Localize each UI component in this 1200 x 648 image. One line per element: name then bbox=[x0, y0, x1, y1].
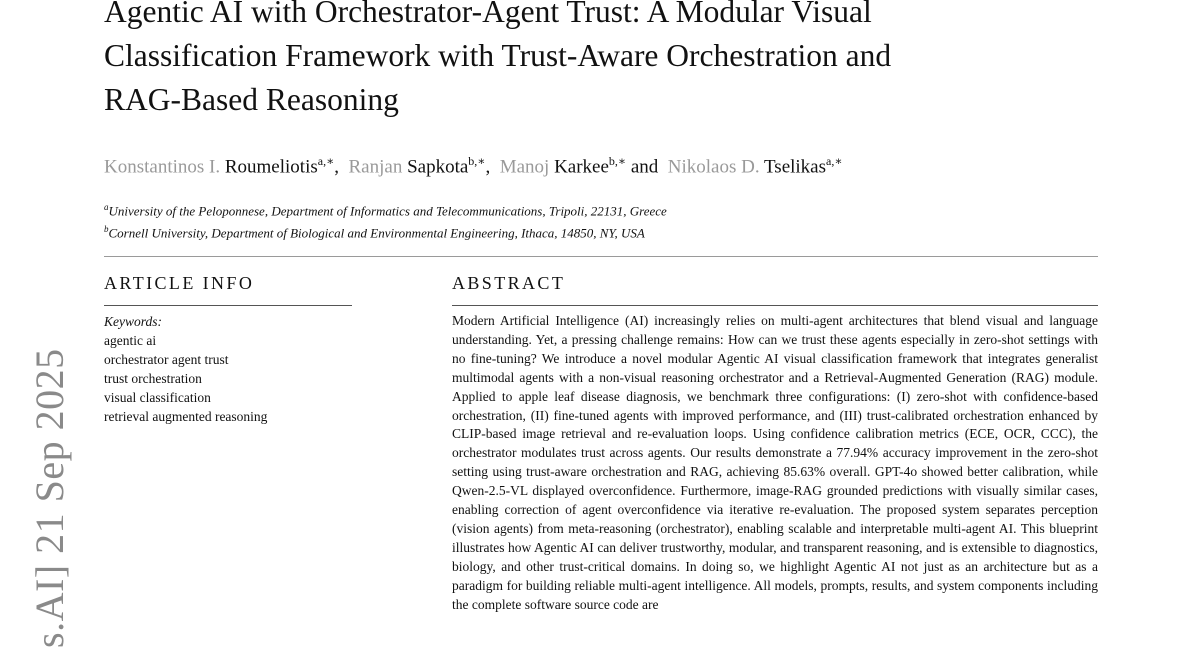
title-line: Classification Framework with Trust-Aware Orchestration and bbox=[104, 38, 892, 73]
author-given-name: Nikolaos D. bbox=[667, 156, 760, 178]
title-line: Agentic AI with Orchestrator-Agent Trust: A Modular Visual bbox=[104, 0, 872, 29]
author-separator: , bbox=[334, 156, 339, 178]
title-line: RAG-Based Reasoning bbox=[104, 82, 399, 117]
keywords-label: Keywords: bbox=[104, 314, 162, 329]
keywords-block bbox=[104, 312, 352, 426]
abstract-rule bbox=[452, 305, 1098, 306]
article-info-heading: ARTICLE INFO bbox=[104, 273, 255, 293]
affiliation-text: University of the Peloponnese, Department of Informatics and Telecommunications, Tripoli, 22131, Greece bbox=[108, 203, 667, 219]
arxiv-stamp: s.AI] 21 Sep 2025 bbox=[27, 348, 72, 648]
author-conjunction: and bbox=[630, 156, 659, 178]
author-list bbox=[104, 148, 843, 180]
affiliation-b bbox=[104, 220, 645, 242]
author-family-name: Karkee bbox=[554, 156, 609, 178]
author-given-name: Manoj bbox=[499, 156, 550, 178]
author-family-name: Tselikas bbox=[764, 156, 827, 178]
author-superscript: b,∗ bbox=[608, 154, 627, 168]
author-family-name: Roumeliotis bbox=[224, 156, 318, 178]
keyword-item: orchestrator agent trust bbox=[104, 352, 229, 367]
affiliation-mark: b bbox=[104, 224, 109, 234]
affiliation-mark: a bbox=[104, 202, 109, 212]
abstract-text: Modern Artificial Intelligence (AI) increasingly relies on multi-agent architectures that blend visual and language understanding. Yet, a pressing challenge remains: How can we trust these agents especially in zero-shot settings with no fine-tuning? We introduce a novel modular Agentic AI visual classification framework that integrates generalist multimodal agents with a non-visual reasoning orchestrator and a Retrieval-Augmented Generation (RAG) module. Applied to apple leaf disease diagnosis, we benchmark three configurations: (I) zero-shot with confidence-based orchestration, (II) fine-tuned agents with improved performance, and (III) trust-calibrated orchestration enhanced by CLIP-based image retrieval and re-evaluation loops. Using confidence calibration metrics (ECE, OCR, CCC), the orchestrator modulates trust across agents. Our results demonstrate a 77.94% accuracy improvement in the zero-shot setting using trust-aware orchestration and RAG, achieving 85.63% overall. GPT-4o showed better calibration, while Qwen-2.5-VL displayed overconfidence. Furthermore, image-RAG grounded predictions with visually similar cases, enabling correction of agent overconfidence via iterative re-evaluation. The proposed system separates perception (vision agents) from meta-reasoning (orchestrator), enabling scalable and interpretable multi-agent AI. This blueprint illustrates how Agentic AI can deliver trustworthy, modular, and transparent reasoning, and is extensible to diagnostics, biology, and other trust-critical domains. In doing so, we highlight Agentic AI not just as an architecture but as a paradigm for building reliable multi-agent intelligence. All models, prompts, results, and system components including the complete software source code are bbox=[452, 313, 1098, 612]
keyword-item: retrieval augmented reasoning bbox=[104, 409, 268, 424]
author-given-name: Konstantinos I. bbox=[104, 156, 221, 178]
author-family-name: Sapkota bbox=[407, 156, 469, 178]
paper-title bbox=[104, 0, 1004, 122]
keyword-item: trust orchestration bbox=[104, 371, 202, 386]
affiliation-text: Cornell University, Department of Biological and Environmental Engineering, Ithaca, 14850, NY, USA bbox=[108, 225, 645, 241]
author-superscript: a,∗ bbox=[317, 154, 335, 168]
author-separator: , bbox=[485, 156, 491, 178]
article-info-rule bbox=[104, 305, 352, 306]
affiliation-a bbox=[104, 198, 667, 220]
header-divider bbox=[104, 256, 1098, 257]
author-superscript: a,∗ bbox=[826, 154, 843, 168]
author-superscript: b,∗ bbox=[468, 154, 486, 168]
abstract-heading: ABSTRACT bbox=[452, 273, 566, 293]
author-given-name: Ranjan bbox=[348, 156, 403, 178]
keyword-item: visual classification bbox=[104, 390, 211, 405]
keyword-item: agentic ai bbox=[104, 333, 157, 348]
